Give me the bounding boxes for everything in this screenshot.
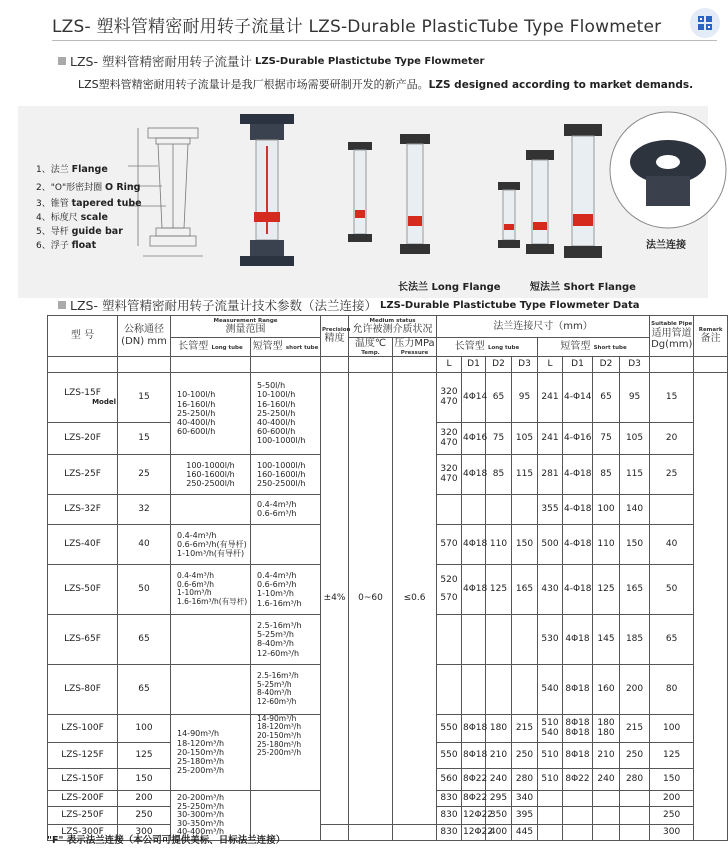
header-pressure: 压力MPa Pressure [394, 338, 435, 356]
table-row: LZS-200F 200 20-200m³/h 25-250m³/h 30-300m³/h 30-350m³/h 40-400m³/h 830 8Φ22 295 340 200 [48, 790, 728, 806]
header-divider [52, 40, 717, 41]
part-label-scale: 4、标度尺 scale [36, 212, 109, 223]
header-range-long: 长管型 Long tube [171, 338, 251, 357]
header-range-short: 短管型 short tube [251, 338, 321, 357]
footnote: "F" 表示法兰连接（本公司可提供美标、日标法兰连接） [47, 835, 286, 846]
grid-app-icon[interactable] [690, 8, 720, 38]
header-flange-short: 短管型 Short tube [538, 338, 650, 357]
part-label-tapered-tube: 3、锥管 tapered tube [36, 198, 142, 209]
table-row: LZS-125F 125 550 8Φ18 210 250 510 8Φ18 210 250 125 [48, 742, 728, 768]
header-range: Measurement Range 测量范围 [171, 316, 321, 338]
header-dn: 公称通径 (DN) mm [118, 316, 171, 357]
table-row: LZS-150F 150 560 8Φ22 240 280 510 8Φ22 240 280 150 [48, 768, 728, 790]
col-L: L [437, 356, 462, 372]
table-row: LZS-100F 100 14-90m³/h 18-120m³/h 20-150m³/h 25-180m³/h 25-200m³/h 14-90m³/h 18-120m³/h 20-150m³/h 25-180m³/h 25-200m³/h 550 8Φ18 180 215 510 540 8Φ18 8Φ18 180 180 215 100 [48, 714, 728, 742]
table-row: LZS-40F 40 0.4-4m³/h 0.6-6m³/h(有导杆) 1-10m³/h(有导杆) 570 4Φ18 110 150 500 4-Φ18 110 150 40 [48, 524, 728, 564]
col-short-D2: D2 [593, 356, 620, 372]
header-precision: Precision 精度 [321, 316, 349, 357]
page-title: LZS- 塑料管精密耐用转子流量计 LZS-Durable PlasticTube Type Flowmeter [52, 17, 662, 37]
table-row: LZS-20F 15 320 470 4Φ16 75 105 241 4-Φ16 75 105 20 [48, 422, 728, 454]
long-flange-label: 长法兰 Long Flange [398, 282, 501, 293]
part-label-float: 6、浮子 float [36, 240, 97, 251]
table-row: LZS-50F 50 0.4-4m³/h 0.6-6m³/h 1-10m³/h 1.6-16m³/h(有导杆) 0.4-4m³/h 0.6-6m³/h 1-10m³/h 1.6-16m³/h 520 570 4Φ18 125 165 430 4-Φ18 125 165 50 [48, 564, 728, 614]
precision-value: ±4% [321, 372, 349, 824]
section-heading-data: LZS- 塑料管精密耐用转子流量计技术参数（法兰连接） LZS-Durable Plastictube Type Flowmeter Data [58, 296, 640, 314]
header-flange-long: 长管型 Long tube [437, 338, 538, 357]
bullet-square-icon [58, 301, 66, 309]
intro-text: LZS塑料管精密耐用转子流量计是我厂根据市场需要研制开发的新产品。LZS designed according to market demands. [78, 78, 694, 91]
table-row: LZS-32F 32 0.4-4m³/h 0.6-6m³/h 355 4-Φ18 100 140 [48, 494, 728, 524]
part-label-guide-bar: 5、导杆 guide bar [36, 226, 123, 237]
col-D2: D2 [486, 356, 512, 372]
pressure-value: ≤0.6 [393, 372, 437, 824]
short-flange-label: 短法兰 Short Flange [530, 282, 636, 293]
remark-cell [694, 372, 728, 840]
product-photo [18, 106, 708, 298]
col-short-D1: D1 [563, 356, 593, 372]
flange-connection-label: 法兰连接 [646, 240, 686, 251]
flange-closeup [610, 112, 726, 228]
bullet-square-icon [58, 57, 66, 65]
header-remark: Remark 备注 [694, 316, 728, 357]
col-short-L: L [538, 356, 563, 372]
col-short-D3: D3 [620, 356, 650, 372]
table-row: LZS-300F 300 830 12Φ22 400 445 300 [48, 824, 728, 840]
spec-table [47, 315, 728, 841]
header-model: 型 号 [48, 316, 118, 357]
header-medium: Medium status 允许被测介质状况 [349, 316, 437, 338]
header-pipe: Suitable Pipe 适用管道 Dg(mm) [650, 316, 694, 357]
col-D3: D3 [512, 356, 538, 372]
table-row: LZS-25F 25 100-1000l/h 160-1600l/h 250-2500l/h 100-1000l/h 160-1600l/h 250-2500l/h 320 470 4Φ18 85 115 281 4-Φ18 85 115 25 [48, 454, 728, 494]
table-row: LZS-65F 65 2.5-16m³/h 5-25m³/h 8-40m³/h 12-60m³/h 530 4Φ18 145 185 65 [48, 614, 728, 664]
section-heading-product: LZS- 塑料管精密耐用转子流量计 LZS-Durable Plastictube Type Flowmeter [58, 52, 484, 70]
table-row: LZS-15F Model 15 10-100l/h 16-160l/h 25-250l/h 40-400l/h 60-600l/h 5-50l/h 10-100l/h 16-160l/h 25-250l/h 40-400l/h 60-600l/h 100-1000l/h ±4% 0~60 ≤0.6 320 470 4Φ14 65 95 241 4-Φ14 65 95 15 [48, 372, 728, 422]
table-row: LZS-250F 250 830 12Φ22 350 395 250 [48, 806, 728, 824]
table-row: LZS-80F 65 2.5-16m³/h 5-25m³/h 8-40m³/h 12-60m³/h 540 8Φ18 160 200 80 [48, 664, 728, 714]
col-D1: D1 [462, 356, 486, 372]
temp-value: 0~60 [349, 372, 393, 824]
header-temp: 温度℃ Temp. [349, 338, 393, 357]
part-label-flange: 1、法兰 Flange [36, 164, 108, 175]
header-flange: 法兰连接尺寸（mm） [437, 316, 650, 338]
part-label-oring: 2、"O"形密封圈 O Ring [36, 182, 141, 193]
